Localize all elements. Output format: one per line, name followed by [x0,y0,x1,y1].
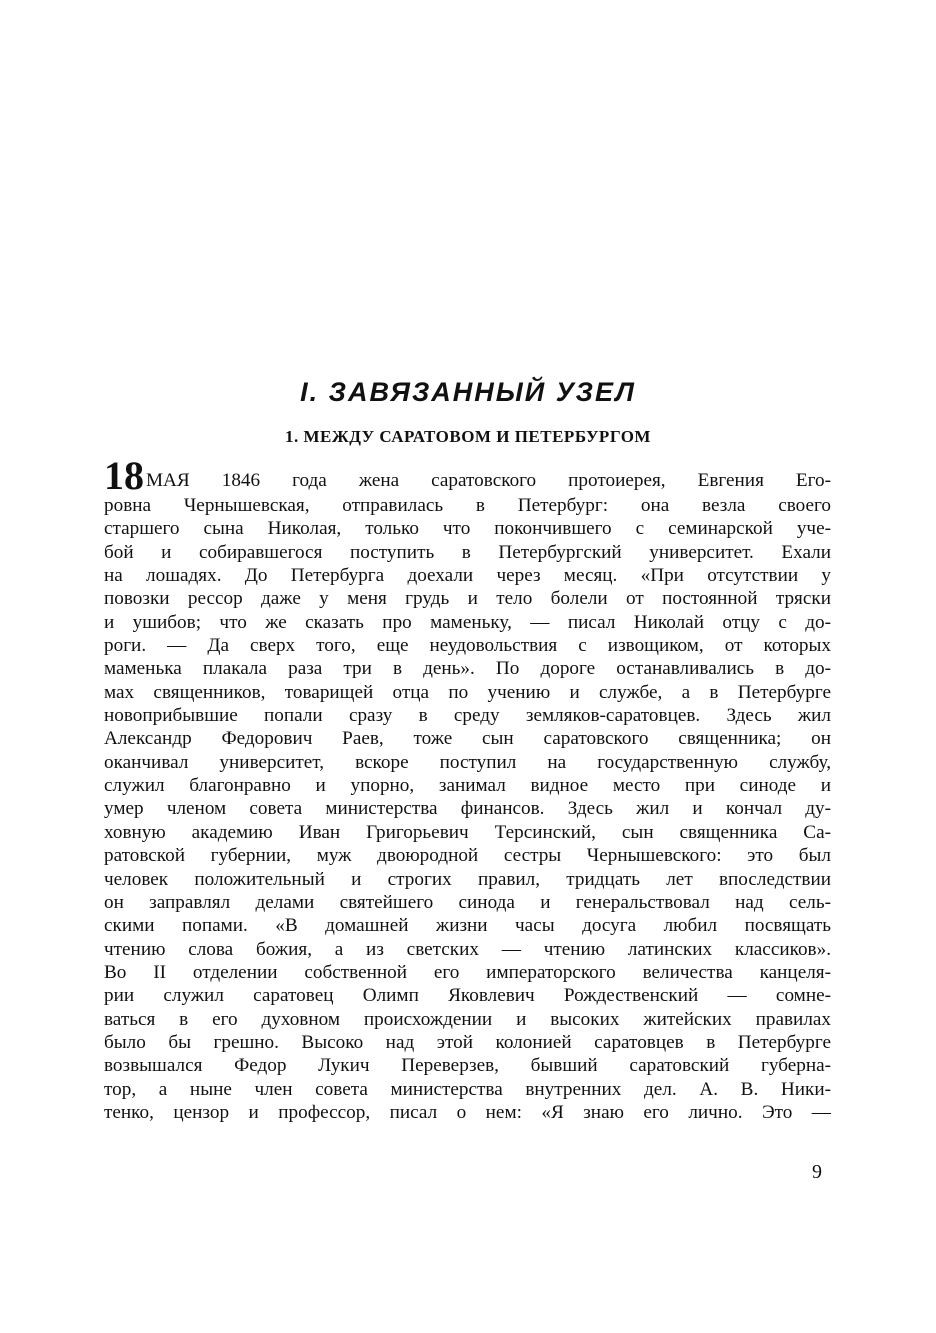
chapter-title: 1. МЕЖДУ САРАТОВОМ И ПЕТЕРБУРГОМ [285,427,651,446]
text-line: ховную академию Иван Григорьевич Терсинский, сын священника Са- [104,821,831,843]
text-line: человек положительный и строгих правил, тридцать лет впоследствии [104,868,831,890]
text-line: маменька плакала раза три в день». По дороге останавливались в до- [104,658,831,680]
text-line-content: МАЯ 1846 года жена саратовского протоиерея, Евгения Его- [146,470,831,491]
text-line: новоприбывшие попали сразу в среду земляков-саратовцев. Здесь жил [104,705,831,727]
text-line: роги. — Да сверх того, еще неудовольствия с извощиком, от которых [104,635,831,657]
text-line: рии служил саратовец Олимп Яковлевич Рождественский — сомне- [104,985,831,1007]
text-line: служил благонравно и упорно, занимал видное место при синоде и [104,775,831,797]
body-text [104,453,831,1124]
text-line: скими попами. «В домашней жизни часы досуга любил посвящать [104,915,831,937]
text-line: бой и собиравшегося поступить в Петербургский университет. Ехали [104,541,831,563]
text-line: оканчивал университет, вскоре поступил на государственную службу, [104,751,831,773]
text-line: умер членом совета министерства финансов. Здесь жил и кончал ду- [104,798,831,820]
text-line: мах священников, товарищей отца по учению и службе, а в Петербурге [104,681,831,703]
text-line: и ушибов; что же сказать про маменьку, — писал Николай отцу с до- [104,611,831,633]
text-line: на лошадях. До Петербурга доехали через месяц. «При отсутствии у [104,565,831,587]
drop-cap: 18 [104,453,144,498]
text-line: тенко, цензор и профессор, писал о нем: «Я знаю его лично. Это — [104,1101,831,1123]
text-line: старшего сына Николая, только что покончившего с семинарской уче- [104,518,831,540]
text-line: чтению слова божия, а из светских — чтению латинских классиков». [104,938,831,960]
text-line: было бы грешно. Высоко над этой колонией саратовцев в Петербурге [104,1031,831,1053]
text-line: ваться в его духовном происхождении и высоких житейских правилах [104,1008,831,1030]
page-number: 9 [812,1161,822,1183]
text-line: повозки рессор даже у меня грудь и тело болели от постоянной тряски [104,588,831,610]
part-title: I. ЗАВЯЗАННЫЙ УЗЕЛ [300,377,636,407]
text-line: ровна Чернышевская, отправилась в Петербург: она везла своего [104,495,831,516]
text-line: возвышался Федор Лукич Переверзев, бывший саратовский губерна- [104,1055,831,1077]
text-line: он заправлял делами святейшего синода и генеральствовал над сель- [104,891,831,913]
text-line [104,453,831,498]
text-line: Александр Федорович Раев, тоже сын саратовского священника; он [104,728,831,750]
text-line: тор, а ныне член совета министерства внутренних дел. А. В. Ники- [104,1078,831,1100]
text-line: Во II отделении собственной его императорского величества канцеля- [104,961,831,983]
text-line: ратовской губернии, муж двоюродной сестры Чернышевского: это был [104,845,831,867]
